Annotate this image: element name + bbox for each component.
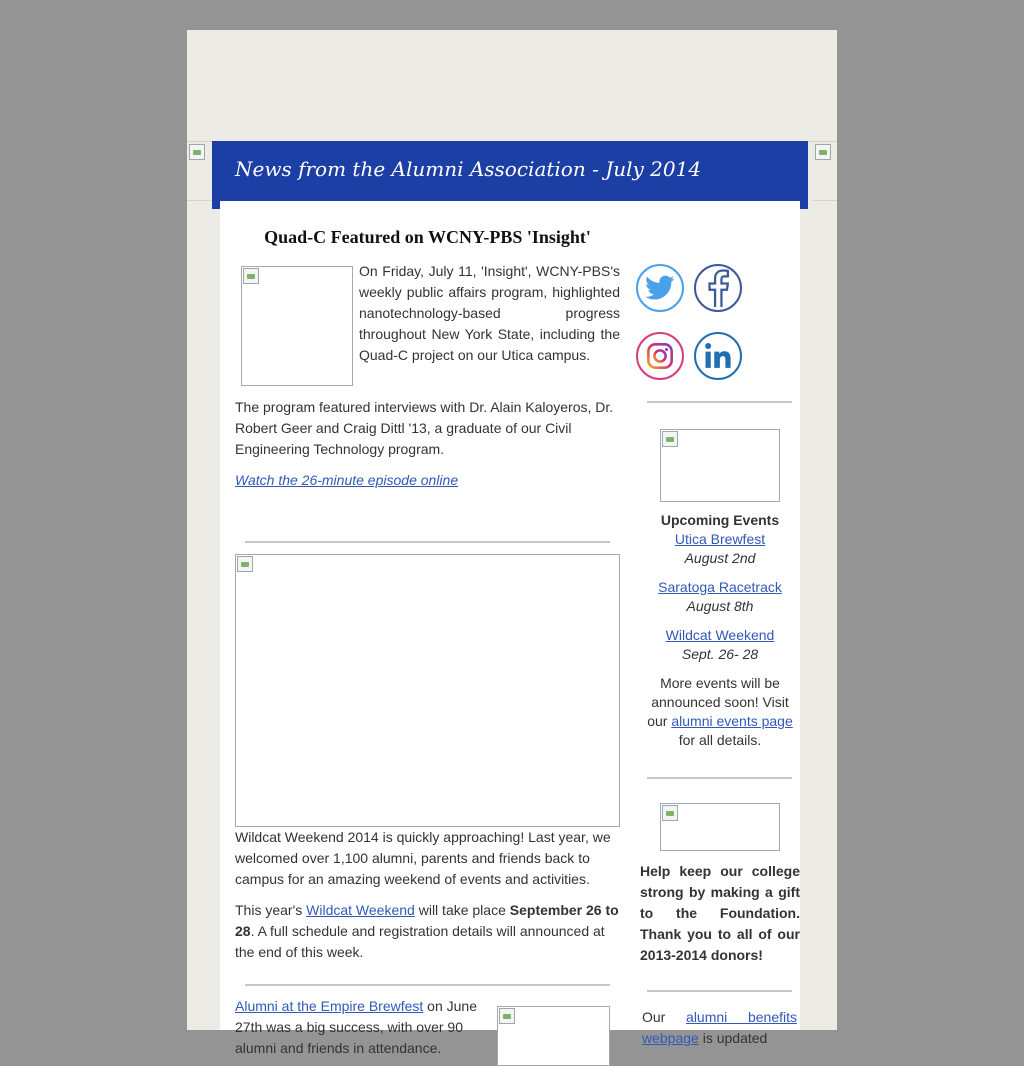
text-fragment: This year's: [235, 902, 307, 918]
brewfest-body: [235, 996, 487, 1059]
foundation-image: [660, 803, 780, 851]
content-panel: [220, 201, 800, 1056]
event-date: August 2nd: [684, 550, 756, 566]
alumni-benefits-text: [642, 1007, 797, 1049]
instagram-button[interactable]: [636, 332, 684, 380]
text-fragment: for all details.: [678, 732, 762, 748]
divider: [647, 990, 792, 992]
email-wrapper: [187, 30, 837, 1056]
alumni-events-page-link[interactable]: alumni events page: [671, 713, 793, 729]
facebook-button[interactable]: [694, 264, 742, 312]
event-link-saratoga-racetrack[interactable]: Saratoga Racetrack: [658, 579, 782, 595]
header-spacer: [187, 30, 837, 142]
linkedin-button[interactable]: [694, 332, 742, 380]
event-link-wildcat-weekend[interactable]: Wildcat Weekend: [665, 627, 775, 643]
text-fragment: will take place: [414, 902, 510, 918]
broken-image-icon: [815, 144, 831, 160]
article-title-quad-c: Quad-C Featured on WCNY-PBS 'Insight': [264, 227, 591, 247]
text-fragment: More events will be announced soon! Visit our: [647, 675, 789, 729]
brewfest-image: [497, 1006, 610, 1066]
text-fragment: on June 27th was a big success, with over 90 alumni and friends in attendance.: [235, 998, 478, 1056]
divider: [647, 401, 792, 403]
right-header-image: [813, 142, 837, 201]
left-header-image: [187, 142, 211, 201]
divider: [647, 777, 792, 779]
instagram-icon: [646, 342, 674, 370]
text-fragment: is updated: [698, 1030, 768, 1046]
events-heading: Upcoming Events: [660, 512, 780, 528]
event-item: [640, 578, 800, 597]
event-item: [640, 530, 800, 549]
broken-image-icon: [189, 144, 205, 160]
event-date: Sept. 26- 28: [681, 646, 759, 662]
wildcat-weekend-dates: [235, 900, 620, 963]
event-link-utica-brewfest[interactable]: Utica Brewfest: [674, 531, 766, 547]
text-fragment: . A full schedule and registration details will announced at the end of this week.: [235, 923, 605, 960]
quad-c-image: [241, 266, 353, 386]
facebook-icon: [707, 269, 729, 307]
quad-c-intro: On Friday, July 11, 'Insight', WCNY-PBS's weekly public affairs program, highlighted nanotechnology-based progress throughout New York State, including the Quad-C project on our Utica campus.: [359, 263, 620, 363]
text-fragment: Our: [642, 1009, 687, 1025]
broken-image-icon: [243, 268, 259, 284]
events-image: [660, 429, 780, 502]
more-events-text: [643, 674, 797, 750]
broken-image-icon: [662, 431, 678, 447]
broken-image-icon: [662, 805, 678, 821]
event-dates: September 26 to 28: [235, 902, 619, 939]
newsletter-banner: [212, 141, 808, 209]
empire-brewfest-link[interactable]: Alumni at the Empire Brewfest: [235, 998, 424, 1014]
wildcat-weekend-body: Wildcat Weekend 2014 is quickly approaching! Last year, we welcomed over 1,100 alumni, parents and friends back to campus for an amazing weekend of events and activities.: [235, 829, 611, 887]
upcoming-events: [640, 511, 800, 674]
gift-appeal-text: Help keep our college strong by making a gift to the Foundation. Thank you to all of our 2013-2014 donors!: [640, 863, 800, 963]
divider: [245, 541, 610, 543]
banner-title: News from the Alumni Association - July 2014: [235, 157, 702, 181]
linkedin-icon: [703, 341, 733, 371]
watch-episode-link[interactable]: Watch the 26-minute episode online: [235, 472, 459, 488]
wildcat-weekend-image: [235, 554, 620, 827]
divider: [245, 984, 610, 986]
broken-image-icon: [237, 556, 253, 572]
broken-image-icon: [499, 1008, 515, 1024]
event-date: August 8th: [686, 598, 754, 614]
alumni-benefits-link[interactable]: alumni benefits webpage: [642, 1009, 797, 1046]
quad-c-body: The program featured interviews with Dr. Alain Kaloyeros, Dr. Robert Geer and Craig Dittl '13, a graduate of our Civil Engineering Technology program.: [235, 399, 614, 457]
twitter-button[interactable]: [636, 264, 684, 312]
event-item: [640, 626, 800, 645]
twitter-icon: [645, 275, 675, 301]
wildcat-weekend-link[interactable]: Wildcat Weekend: [306, 902, 415, 918]
